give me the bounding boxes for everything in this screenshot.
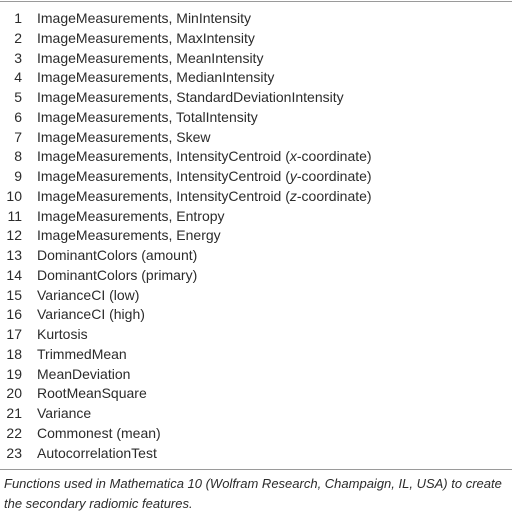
row-number: 13 bbox=[6, 247, 22, 263]
table-row bbox=[0, 187, 512, 207]
function-name: ImageMeasurements, MinIntensity bbox=[37, 10, 251, 26]
function-name-prefix: ImageMeasurements, IntensityCentroid ( bbox=[37, 168, 290, 184]
table-row bbox=[0, 384, 512, 404]
table-caption: Functions used in Mathematica 10 (Wolfram Research, Champaign, IL, USA) to create the secondary radiomic features. bbox=[4, 476, 502, 511]
function-name: ImageMeasurements, StandardDeviationIntensity bbox=[37, 89, 344, 105]
table-row bbox=[0, 29, 512, 49]
function-name-suffix: -coordinate) bbox=[296, 168, 372, 184]
row-number: 15 bbox=[6, 286, 22, 303]
table-row bbox=[0, 207, 512, 227]
row-number: 22 bbox=[6, 424, 22, 441]
row-number: 23 bbox=[6, 444, 22, 461]
table-row bbox=[0, 404, 512, 424]
row-number: 8 bbox=[14, 148, 22, 165]
row-number: 10 bbox=[6, 187, 22, 204]
table-bottom-rule bbox=[0, 469, 512, 470]
coordinate-axis: x bbox=[289, 148, 297, 165]
row-number: 21 bbox=[6, 405, 22, 421]
function-name: ImageMeasurements, MedianIntensity bbox=[37, 69, 275, 86]
row-number: 3 bbox=[14, 49, 22, 66]
row-number: 14 bbox=[6, 266, 22, 283]
table-row bbox=[0, 147, 512, 167]
row-number: 5 bbox=[14, 89, 22, 105]
function-name-suffix: -coordinate) bbox=[296, 148, 372, 165]
row-number: 17 bbox=[6, 326, 22, 342]
function-name: ImageMeasurements, Skew bbox=[37, 128, 211, 145]
function-name bbox=[37, 167, 372, 187]
function-name: ImageMeasurements, Entropy bbox=[37, 207, 225, 224]
table-row bbox=[0, 424, 512, 444]
function-name: AutocorrelationTest bbox=[37, 444, 157, 461]
function-name bbox=[37, 187, 372, 207]
table-row bbox=[0, 49, 512, 69]
function-name: VarianceCI (low) bbox=[37, 286, 140, 303]
function-name: ImageMeasurements, Energy bbox=[37, 227, 221, 244]
row-number: 1 bbox=[14, 10, 22, 26]
function-name: Commonest (mean) bbox=[37, 424, 161, 441]
table-row bbox=[0, 365, 512, 385]
function-name: Kurtosis bbox=[37, 326, 88, 342]
table-row bbox=[0, 68, 512, 88]
function-name: TrimmedMean bbox=[37, 345, 127, 362]
table-row bbox=[0, 108, 512, 128]
coordinate-axis: z bbox=[289, 187, 297, 204]
row-number: 20 bbox=[6, 385, 22, 402]
table-row bbox=[0, 444, 512, 464]
table-row bbox=[0, 305, 512, 325]
function-name: RootMeanSquare bbox=[37, 385, 147, 402]
function-name: DominantColors (primary) bbox=[37, 266, 198, 283]
table-row bbox=[0, 9, 512, 29]
row-number: 12 bbox=[6, 227, 22, 244]
function-name bbox=[37, 147, 372, 167]
row-number: 11 bbox=[7, 207, 22, 224]
row-number: 2 bbox=[14, 29, 22, 46]
table-top-rule bbox=[0, 1, 512, 2]
row-number: 18 bbox=[6, 345, 22, 362]
function-name-suffix: -coordinate) bbox=[296, 187, 372, 204]
function-name: Variance bbox=[37, 405, 92, 421]
table-row bbox=[0, 167, 512, 187]
function-name: ImageMeasurements, MeanIntensity bbox=[37, 49, 264, 66]
table-row bbox=[0, 246, 512, 266]
table-row bbox=[0, 226, 512, 246]
function-name: ImageMeasurements, MaxIntensity bbox=[37, 29, 255, 46]
function-name: DominantColors (amount) bbox=[37, 247, 198, 263]
table-row bbox=[0, 266, 512, 286]
row-number: 4 bbox=[14, 69, 22, 86]
row-number: 7 bbox=[14, 128, 22, 145]
function-name: VarianceCI (high) bbox=[37, 306, 145, 323]
table-row bbox=[0, 345, 512, 365]
function-name: MeanDeviation bbox=[37, 365, 131, 382]
row-number: 9 bbox=[14, 168, 22, 184]
coordinate-axis: y bbox=[289, 168, 297, 184]
function-name-prefix: ImageMeasurements, IntensityCentroid ( bbox=[37, 187, 290, 204]
row-number: 19 bbox=[6, 365, 22, 382]
row-number: 16 bbox=[6, 306, 22, 323]
function-name: ImageMeasurements, TotalIntensity bbox=[37, 108, 258, 125]
row-number: 6 bbox=[14, 108, 22, 125]
table-row bbox=[0, 128, 512, 148]
function-name-prefix: ImageMeasurements, IntensityCentroid ( bbox=[37, 148, 290, 165]
table-row bbox=[0, 325, 512, 345]
table-body bbox=[0, 9, 512, 463]
table-row bbox=[0, 88, 512, 108]
table-row bbox=[0, 286, 512, 306]
